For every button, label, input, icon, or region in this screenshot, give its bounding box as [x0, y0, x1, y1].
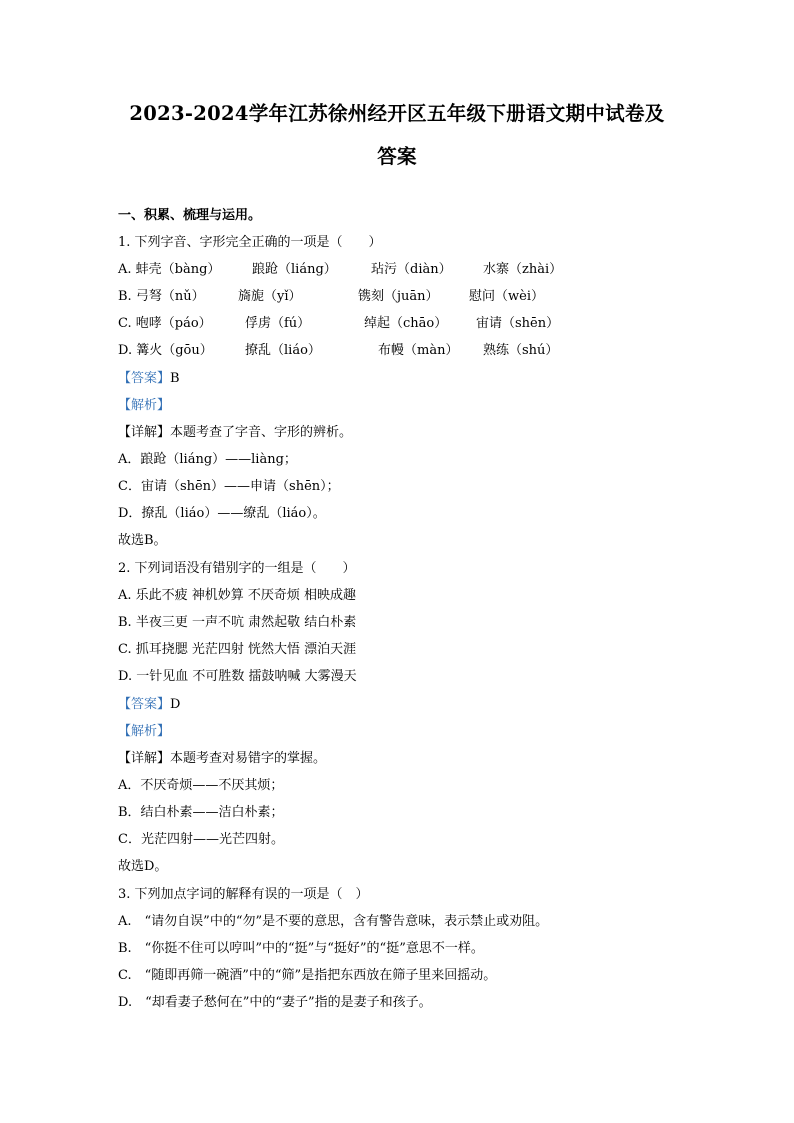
option-term: 俘虏（fú） [245, 316, 311, 331]
detail-text: 本题考查对易错字的掌握。 [170, 751, 327, 766]
question-1-option-d [118, 343, 578, 359]
question-3-option-d: D. “却看妻子愁何在”中的“妻子”指的是妻子和孩子。 [118, 995, 432, 1010]
question-3-option-c: C. “随即再筛一碗酒”中的“筛”是指把东西放在筛子里来回摇动。 [118, 968, 497, 983]
option-term: 旖旎（yǐ） [238, 289, 302, 304]
option-term: 撩乱（liáo） [245, 343, 321, 358]
page-title-continuation: 答案 [377, 145, 417, 168]
question-2-stem: 2. 下列词语没有错别字的一组是（ ） [118, 561, 356, 576]
answer-value: D [170, 697, 181, 712]
question-1-conclusion: 故选B。 [118, 533, 167, 548]
question-1-explanation-line: C．宙请（shēn）——申请（shēn）； [118, 479, 340, 494]
answer-value: B [170, 371, 180, 386]
answer-label: 【答案】 [118, 371, 171, 386]
answer-label: 【答案】 [118, 697, 171, 712]
option-term: B. 弓弩（nǔ） [118, 289, 205, 304]
section-heading: 一、积累、梳理与运用。 [118, 208, 262, 223]
option-term: D. 篝火（gōu） [118, 343, 213, 358]
question-2-explanation-line: C．光茫四射——光芒四射。 [118, 832, 284, 847]
question-1-explanation-line: A．踉跄（liáng）——liàng； [118, 452, 297, 467]
question-2-option-c: C. 抓耳挠腮 光茫四射 恍然大悟 漂泊天涯 [118, 642, 357, 657]
option-term: 布幔（màn） [378, 343, 459, 358]
option-term: C. 咆哮（páo） [118, 316, 212, 331]
question-1-detail [118, 425, 352, 441]
question-1-explanation-line: D．撩乱（liáo）——缭乱（liáo）。 [118, 506, 326, 521]
question-2-option-a: A. 乐此不疲 神机妙算 不厌奇烦 相映成趣 [118, 588, 357, 603]
question-1-option-c [118, 316, 578, 332]
page-title: 2023-2024学年江苏徐州经开区五年级下册语文期中试卷及 [129, 102, 665, 125]
question-1-option-b [118, 289, 578, 305]
question-3-option-a: A. “请勿自误”中的“勿”是不要的意思，含有警告意味，表示禁止或劝阻。 [118, 914, 549, 929]
detail-label: 【详解】 [118, 425, 171, 440]
option-term: 慰问（wèi） [469, 289, 544, 304]
detail-label: 【详解】 [118, 751, 171, 766]
question-3-stem: 3. 下列加点字词的解释有误的一项是（ ） [118, 887, 369, 902]
option-term: 踉跄（liáng） [252, 262, 337, 277]
question-2-answer [118, 697, 180, 713]
option-term: 绰起（chāo） [364, 316, 448, 331]
option-term: 玷污（diàn） [371, 262, 452, 277]
question-1-analysis-label: 【解析】 [118, 398, 171, 413]
detail-text: 本题考查了字音、字形的辨析。 [170, 425, 353, 440]
question-2-conclusion: 故选D。 [118, 859, 168, 874]
option-term: 宙请（shēn） [476, 316, 560, 331]
question-2-analysis-label: 【解析】 [118, 724, 171, 739]
question-2-explanation-line: A．不厌奇烦——不厌其烦； [118, 778, 284, 793]
question-3-option-b: B. “你挺不住可以哼叫”中的“挺”与“挺好”的“挺”意思不一样。 [118, 941, 484, 956]
question-2-detail [118, 751, 326, 767]
question-2-option-b: B. 半夜三更 一声不吭 肃然起敬 结白朴素 [118, 615, 357, 630]
question-2-explanation-line: B．结白朴素——洁白朴素； [118, 805, 284, 820]
option-term: 水寨（zhài） [483, 262, 563, 277]
question-1-stem: 1. 下列字音、字形完全正确的一项是（ ） [118, 235, 382, 250]
option-term: A. 蚌壳（bàng） [118, 262, 221, 277]
option-term: 镌刻（juān） [358, 289, 439, 304]
question-2-option-d: D. 一针见血 不可胜数 擂鼓呐喊 大雾漫天 [118, 669, 357, 684]
option-term: 熟练（shú） [483, 343, 559, 358]
question-1-option-a [118, 262, 578, 278]
question-1-answer [118, 371, 180, 387]
